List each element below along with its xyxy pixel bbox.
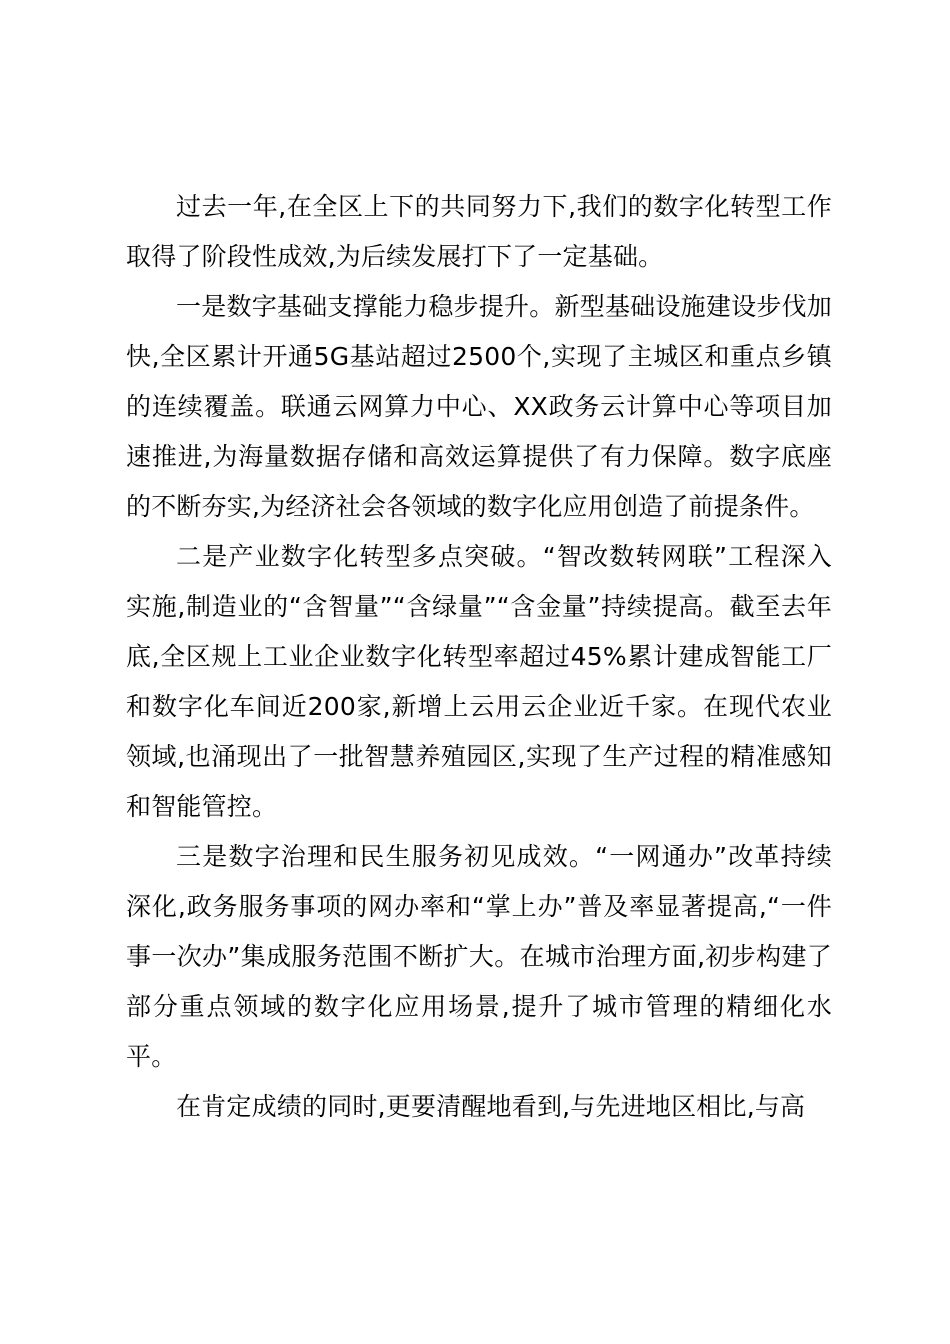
paragraph-governance-services: 三是数字治理和民生服务初见成效。“一网通办”改革持续深化,政务服务事项的网办率和“掌上办”普及率显著提高,“一件事一次办”集成服务范围不断扩大。在城市治理方面,初步构建了部分重点领域的数字化应用场景,提升了城市管理的精细化水平。 <box>126 842 832 1071</box>
paragraph-shortcomings: 在肯定成绩的同时,更要清醒地看到,与先进地区相比,与高 <box>176 1092 806 1121</box>
paragraph-intro: 过去一年,在全区上下的共同努力下,我们的数字化转型工作取得了阶段性成效,为后续发展打下了一定基础。 <box>126 192 832 271</box>
paragraph-digital-infrastructure: 一是数字基础支撑能力稳步提升。新型基础设施建设步伐加快,全区累计开通5G基站超过2500个,实现了主城区和重点乡镇的连续覆盖。联通云网算力中心、XX政务云计算中心等项目加速推进,为海量数据存储和高效运算提供了有力保障。数字底座的不断夯实,为经济社会各领域的数字化应用创造了前提条件。 <box>126 292 832 521</box>
paragraph-industry-digitalization: 二是产业数字化转型多点突破。“智改数转网联”工程深入实施,制造业的“含智量”“含绿量”“含金量”持续提高。截至去年底,全区规上工业企业数字化转型率超过45%累计建成智能工厂和数字化车间近200家,新增上云用云企业近千家。在现代农业领域,也涌现出了一批智慧养殖园区,实现了生产过程的精准感知和智能管控。 <box>126 542 832 821</box>
document-body <box>126 182 832 1132</box>
